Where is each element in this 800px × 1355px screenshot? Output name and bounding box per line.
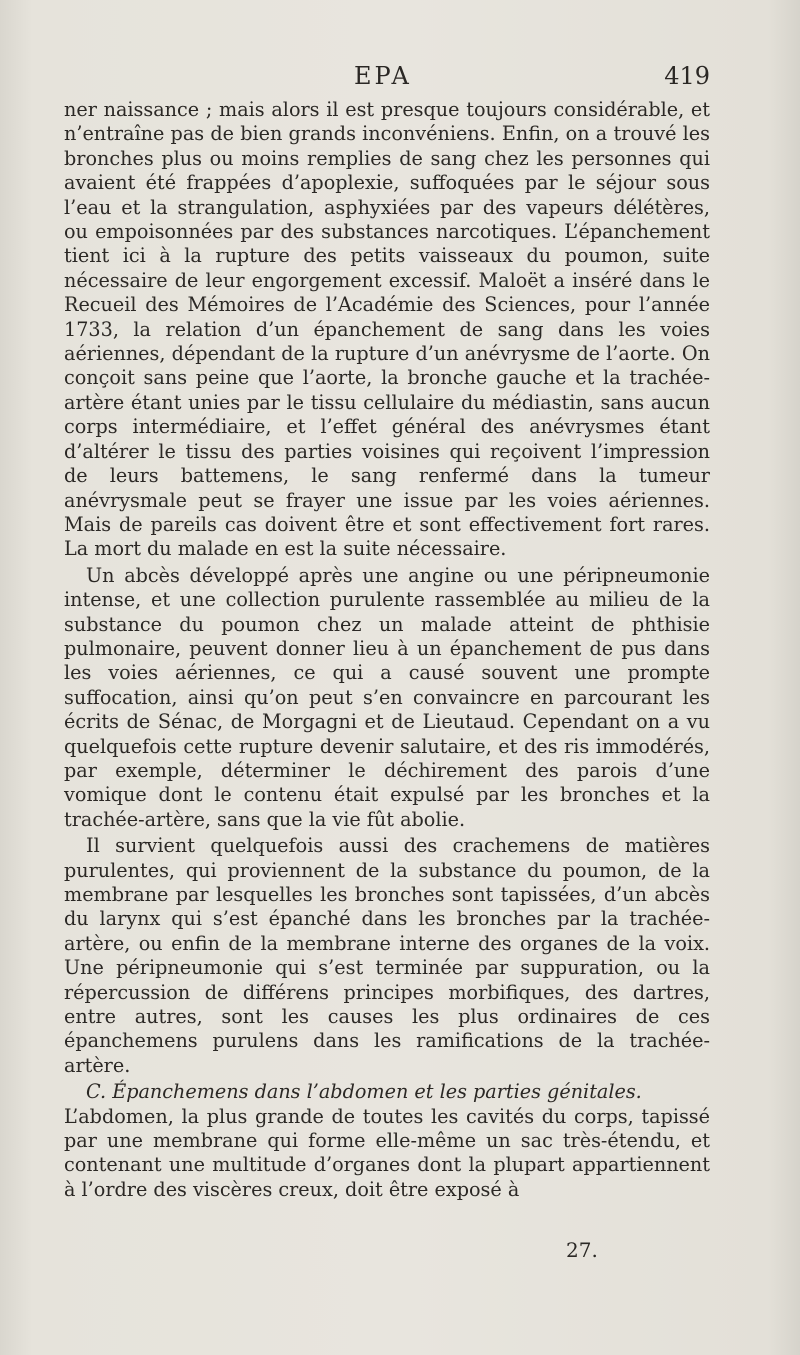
paragraph-continuation: ner naissance ; mais alors il est presque toujours considérable, et n’entraîne pas de bien grands inconvéniens. Enfin, on a trouvé les bronches plus ou moins remplies de sang chez les personnes qui avaient été frappées d’apoplexie, suffoquées par le séjour sous l’eau et la strangulation, asphyxiées par des vapeurs délétères, ou empoisonnées par des substances narcotiques. L’épanchement tient ici à la rupture des petits vaisseaux du poumon, suite nécessaire de leur engorgement excessif. Maloët a inséré dans le Recueil des Mémoires de l’Académie des Sciences, pour l’année 1733, la relation d’un épanchement de sang dans les voies aériennes, dépendant de la rupture d’un anévrysme de l’aorte. On conçoit sans peine que l’aorte, la bronche gauche et la trachée-artère étant unies par le tissu cellulaire du médiastin, sans aucun corps intermédiaire, et l’effet général des anévrysmes étant d’altérer le tissu des parties voisines qui reçoivent l’impression de leurs battemens, le sang renfermé dans la tumeur anévrysmale peut se frayer une issue par les voies aériennes. Mais de pareils cas doivent être et sont effectivement fort rares. La mort du malade en est la suite nécessaire. <box>64 98 710 561</box>
running-head: EPA <box>354 62 412 90</box>
section-text: L’abdomen, la plus grande de toutes les cavités du corps, tapissé par une membrane qui forme elle-même un sac très-étendu, et contenant une multitude d’organes dont la plupart appartiennent à l’ordre des viscères creux, doit être exposé à <box>64 1104 710 1201</box>
signature-mark: 27. <box>566 1238 598 1262</box>
section-paragraph <box>64 1080 710 1202</box>
page-number: 419 <box>664 62 710 90</box>
page-header <box>64 62 710 102</box>
section-title: C. Épanchemens dans l’abdomen et les parties génitales. <box>86 1080 642 1104</box>
body-text <box>64 98 710 1204</box>
paragraph-abces: Un abcès développé après une angine ou une péripneumonie intense, et une collection purulente rassemblée au milieu de la substance du poumon chez un malade atteint de phthisie pulmonaire, peuvent donner lieu à un épanchement de pus dans les voies aériennes, ce qui a causé souvent une prompte suffocation, ainsi qu’on peut s’en convaincre en parcourant les écrits de Sénac, de Morgagni et de Lieutaud. Cependant on a vu quelquefois cette rupture devenir salutaire, et des ris immodérés, par exemple, déterminer le déchirement des parois d’une vomique dont le contenu était expulsé par les bronches et la trachée-artère, sans que la vie fût abolie. <box>64 563 710 831</box>
paragraph-crachemens: Il survient quelquefois aussi des crachemens de matières purulentes, qui proviennent de la substance du poumon, de la membrane par lesquelles les bronches sont tapissées, d’un abcès du larynx qui s’est épanché dans les bronches par la trachée-artère, ou enfin de la membrane interne des organes de la voix. Une péripneumonie qui s’est terminée par suppuration, ou la répercussion de différens principes morbifiques, des dartres, entre autres, sont les causes les plus ordinaires de ces épanchemens purulens dans les ramifications de la trachée-artère. <box>64 834 710 1077</box>
